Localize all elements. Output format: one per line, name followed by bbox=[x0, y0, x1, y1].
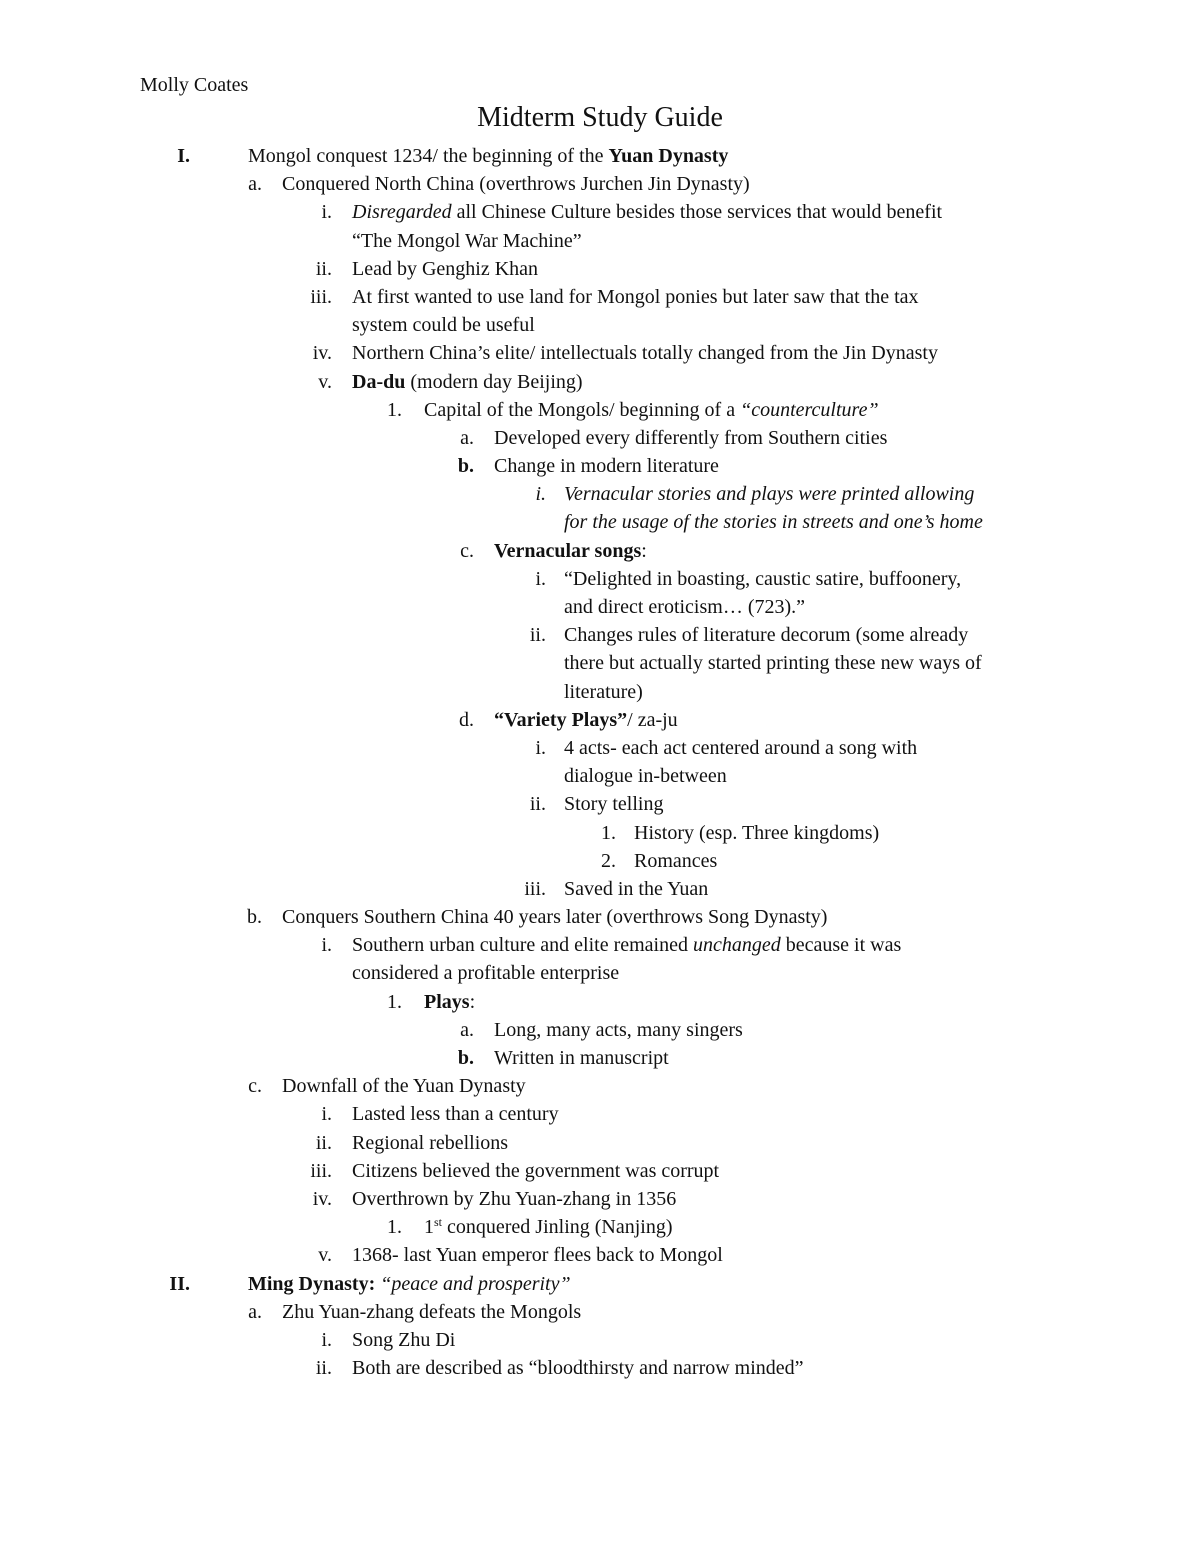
text-run: and direct eroticism… (723).” bbox=[564, 596, 806, 618]
outline-marker: iii. bbox=[310, 1159, 332, 1182]
text-run: / za-ju bbox=[627, 708, 678, 731]
text-run: Capital of the Mongols/ beginning of a bbox=[424, 398, 741, 421]
outline-text bbox=[352, 255, 538, 283]
outline-line bbox=[0, 396, 1200, 424]
outline-marker: iv. bbox=[312, 1187, 332, 1210]
outline-marker: ii. bbox=[315, 1357, 332, 1380]
text-run: unchanged bbox=[693, 934, 781, 957]
outline-text bbox=[352, 1241, 723, 1269]
outline-marker: a. bbox=[248, 1300, 262, 1323]
text-run: Disregarded bbox=[352, 201, 452, 224]
outline-marker: iii. bbox=[310, 285, 332, 308]
text-run: Plays bbox=[424, 990, 470, 1013]
outline-marker: d. bbox=[459, 708, 474, 731]
outline-marker: 1. bbox=[601, 821, 616, 844]
text-run: Northern China’s elite/ intellectuals totally changed from the Jin Dynasty bbox=[352, 342, 938, 365]
text-run: Regional rebellions bbox=[352, 1131, 509, 1154]
text-run: Lead by Genghiz Khan bbox=[352, 257, 539, 280]
outline-marker: ii. bbox=[529, 793, 546, 816]
outline-marker: i. bbox=[321, 1103, 332, 1126]
text-run: for the usage of the stories in streets and one’s home bbox=[564, 511, 983, 534]
outline-text bbox=[352, 1129, 508, 1157]
text-run: Changes rules of literature decorum (some already bbox=[564, 624, 969, 647]
text-run: Story telling bbox=[564, 793, 664, 816]
outline-line bbox=[0, 1044, 1200, 1072]
text-run: Saved in the Yuan bbox=[564, 877, 709, 900]
outline-marker: iv. bbox=[312, 342, 332, 365]
outline-text bbox=[424, 988, 475, 1016]
text-run: Da-du bbox=[352, 370, 406, 393]
outline-text bbox=[352, 959, 619, 987]
text-run: Citizens believed the government was corrupt bbox=[352, 1159, 720, 1182]
outline-text bbox=[564, 565, 961, 593]
outline-text bbox=[352, 198, 942, 226]
outline-line bbox=[0, 847, 1200, 875]
outline-line bbox=[0, 593, 1200, 621]
outline-line bbox=[0, 1185, 1200, 1213]
outline-marker: v. bbox=[318, 1244, 332, 1267]
text-run: because it was bbox=[780, 934, 902, 957]
outline-text bbox=[282, 1298, 581, 1326]
outline-text bbox=[352, 1100, 559, 1128]
text-run: “counterculture” bbox=[740, 398, 879, 421]
outline-marker: 1. bbox=[387, 398, 402, 421]
outline-text bbox=[282, 1072, 526, 1100]
outline-marker: ii. bbox=[529, 624, 546, 647]
text-run: Vernacular songs bbox=[494, 539, 642, 562]
outline-line bbox=[0, 311, 1200, 339]
outline-marker: i. bbox=[321, 1328, 332, 1351]
outline-text bbox=[248, 142, 728, 170]
outline-line bbox=[0, 819, 1200, 847]
outline-line bbox=[0, 424, 1200, 452]
outline-marker: i. bbox=[535, 736, 546, 759]
outline-marker: a. bbox=[248, 173, 262, 196]
text-run: “Variety Plays” bbox=[494, 708, 628, 731]
outline-text bbox=[564, 734, 917, 762]
outline-line bbox=[0, 762, 1200, 790]
outline-marker: c. bbox=[248, 1075, 262, 1098]
text-run: Romances bbox=[634, 849, 718, 872]
outline-text bbox=[424, 396, 879, 424]
outline-line bbox=[0, 649, 1200, 677]
text-run: Conquered North China (overthrows Jurchen Jin Dynasty) bbox=[282, 173, 750, 196]
text-run: Ming Dynasty: bbox=[248, 1272, 376, 1295]
outline-line bbox=[0, 1016, 1200, 1044]
text-run: system could be useful bbox=[352, 314, 535, 337]
outline-line bbox=[0, 339, 1200, 367]
outline-marker: v. bbox=[318, 370, 332, 393]
outline-line bbox=[0, 227, 1200, 255]
outline-line bbox=[0, 142, 1200, 170]
text-run: Mongol conquest 1234/ the beginning of the bbox=[248, 145, 609, 167]
outline-line bbox=[0, 480, 1200, 508]
text-run: Zhu Yuan-zhang defeats the Mongols bbox=[282, 1300, 582, 1323]
outline-text bbox=[634, 819, 879, 847]
outline-marker: i. bbox=[321, 934, 332, 957]
text-run: 1368- last Yuan emperor flees back to Mongol bbox=[352, 1244, 723, 1267]
study-guide-outline bbox=[0, 142, 1200, 1382]
outline-line bbox=[0, 1129, 1200, 1157]
outline-text bbox=[564, 762, 727, 790]
outline-text bbox=[564, 875, 708, 903]
outline-text bbox=[564, 790, 663, 818]
text-run: st bbox=[434, 1215, 443, 1230]
outline-text bbox=[352, 311, 535, 339]
outline-line bbox=[0, 198, 1200, 226]
outline-line bbox=[0, 1241, 1200, 1269]
outline-text bbox=[494, 537, 647, 565]
outline-line bbox=[0, 734, 1200, 762]
text-run: all Chinese Culture besides those services that would benefit bbox=[451, 201, 943, 224]
outline-text bbox=[564, 508, 983, 536]
outline-marker: ii. bbox=[315, 257, 332, 280]
author-name: Molly Coates bbox=[140, 74, 249, 96]
text-run: At first wanted to use land for Mongol ponies but later saw that the tax bbox=[352, 285, 919, 308]
outline-marker: I. bbox=[177, 145, 190, 167]
text-run: Change in modern literature bbox=[494, 455, 719, 478]
outline-line bbox=[0, 621, 1200, 649]
outline-marker: 1. bbox=[387, 1216, 402, 1239]
outline-line bbox=[0, 678, 1200, 706]
outline-line bbox=[0, 706, 1200, 734]
outline-marker: 1. bbox=[387, 990, 402, 1013]
outline-text bbox=[634, 847, 717, 875]
outline-text bbox=[494, 424, 887, 452]
outline-marker: i. bbox=[535, 483, 546, 506]
text-run: Southern urban culture and elite remained bbox=[352, 934, 693, 957]
outline-marker: a. bbox=[460, 1018, 474, 1041]
text-run: “The Mongol War Machine” bbox=[352, 229, 582, 252]
outline-line bbox=[0, 537, 1200, 565]
text-run: (modern day Beijing) bbox=[405, 370, 583, 393]
outline-line bbox=[0, 1354, 1200, 1382]
text-run: History (esp. Three kingdoms) bbox=[634, 821, 880, 844]
outline-marker: 2. bbox=[601, 849, 616, 872]
outline-line bbox=[0, 1298, 1200, 1326]
page-title: Midterm Study Guide bbox=[477, 102, 723, 133]
outline-text bbox=[564, 678, 643, 706]
text-run: “Delighted in boasting, caustic satire, buffoonery, bbox=[564, 567, 962, 590]
text-run: Overthrown by Zhu Yuan-zhang in 1356 bbox=[352, 1187, 677, 1210]
text-run: Long, many acts, many singers bbox=[494, 1018, 743, 1041]
outline-text bbox=[352, 368, 583, 396]
outline-text bbox=[564, 593, 805, 621]
outline-marker: c. bbox=[460, 539, 474, 562]
outline-marker: ii. bbox=[315, 1131, 332, 1154]
text-run: 1 bbox=[424, 1216, 434, 1239]
outline-text bbox=[282, 903, 827, 931]
text-run: conquered Jinling (Nanjing) bbox=[442, 1216, 673, 1239]
outline-text bbox=[564, 480, 974, 508]
outline-text bbox=[282, 170, 750, 198]
outline-text bbox=[352, 1326, 455, 1354]
text-run: Yuan Dynasty bbox=[608, 145, 729, 167]
text-run: 4 acts- each act centered around a song with bbox=[564, 736, 918, 759]
outline-marker: i. bbox=[321, 201, 332, 224]
outline-line bbox=[0, 1157, 1200, 1185]
outline-text bbox=[494, 452, 719, 480]
outline-marker: a. bbox=[460, 426, 474, 449]
outline-line bbox=[0, 790, 1200, 818]
text-run: Downfall of the Yuan Dynasty bbox=[282, 1075, 526, 1098]
outline-line bbox=[0, 283, 1200, 311]
outline-line bbox=[0, 1072, 1200, 1100]
text-run: Developed every differently from Southern cities bbox=[494, 426, 888, 449]
outline-marker: i. bbox=[535, 567, 546, 590]
text-run: there but actually started printing these new ways of bbox=[564, 652, 982, 675]
text-run: Song Zhu Di bbox=[352, 1328, 456, 1351]
text-run: Written in manuscript bbox=[494, 1047, 669, 1069]
text-run: literature) bbox=[564, 680, 643, 703]
outline-text bbox=[494, 1044, 669, 1072]
outline-text bbox=[352, 1354, 804, 1382]
outline-text bbox=[352, 283, 919, 311]
outline-text bbox=[352, 339, 938, 367]
outline-marker: b. bbox=[457, 455, 474, 478]
outline-marker: iii. bbox=[524, 877, 546, 900]
outline-line bbox=[0, 565, 1200, 593]
outline-line bbox=[0, 1270, 1200, 1298]
outline-marker: b. bbox=[457, 1047, 474, 1069]
outline-line bbox=[0, 959, 1200, 987]
outline-line bbox=[0, 170, 1200, 198]
outline-line bbox=[0, 508, 1200, 536]
outline-line bbox=[0, 1326, 1200, 1354]
outline-text bbox=[352, 1185, 676, 1213]
text-run: Lasted less than a century bbox=[352, 1103, 559, 1126]
outline-text bbox=[494, 1016, 743, 1044]
text-run: “peace and prosperity” bbox=[380, 1272, 571, 1295]
outline-line bbox=[0, 368, 1200, 396]
text-run: : bbox=[641, 539, 647, 562]
text-run: dialogue in-between bbox=[564, 765, 727, 788]
outline-line bbox=[0, 255, 1200, 283]
outline-line bbox=[0, 875, 1200, 903]
outline-line bbox=[0, 1213, 1200, 1241]
outline-text bbox=[424, 1213, 673, 1241]
outline-text bbox=[248, 1270, 571, 1298]
outline-line bbox=[0, 931, 1200, 959]
outline-text bbox=[564, 649, 982, 677]
outline-marker: b. bbox=[247, 906, 262, 929]
outline-line bbox=[0, 988, 1200, 1016]
outline-marker: II. bbox=[169, 1272, 190, 1295]
text-run: : bbox=[469, 990, 476, 1013]
outline-text bbox=[352, 1157, 719, 1185]
outline-line bbox=[0, 903, 1200, 931]
outline-line bbox=[0, 452, 1200, 480]
outline-text bbox=[494, 706, 678, 734]
outline-text bbox=[352, 227, 582, 255]
outline-text bbox=[564, 621, 968, 649]
text-run: Vernacular stories and plays were printed allowing bbox=[564, 483, 975, 506]
text-run: Conquers Southern China 40 years later (overthrows Song Dynasty) bbox=[282, 906, 828, 929]
outline-line bbox=[0, 1100, 1200, 1128]
text-run: considered a profitable enterprise bbox=[352, 962, 620, 985]
outline-text bbox=[352, 931, 901, 959]
text-run: Both are described as “bloodthirsty and narrow minded” bbox=[352, 1357, 804, 1380]
